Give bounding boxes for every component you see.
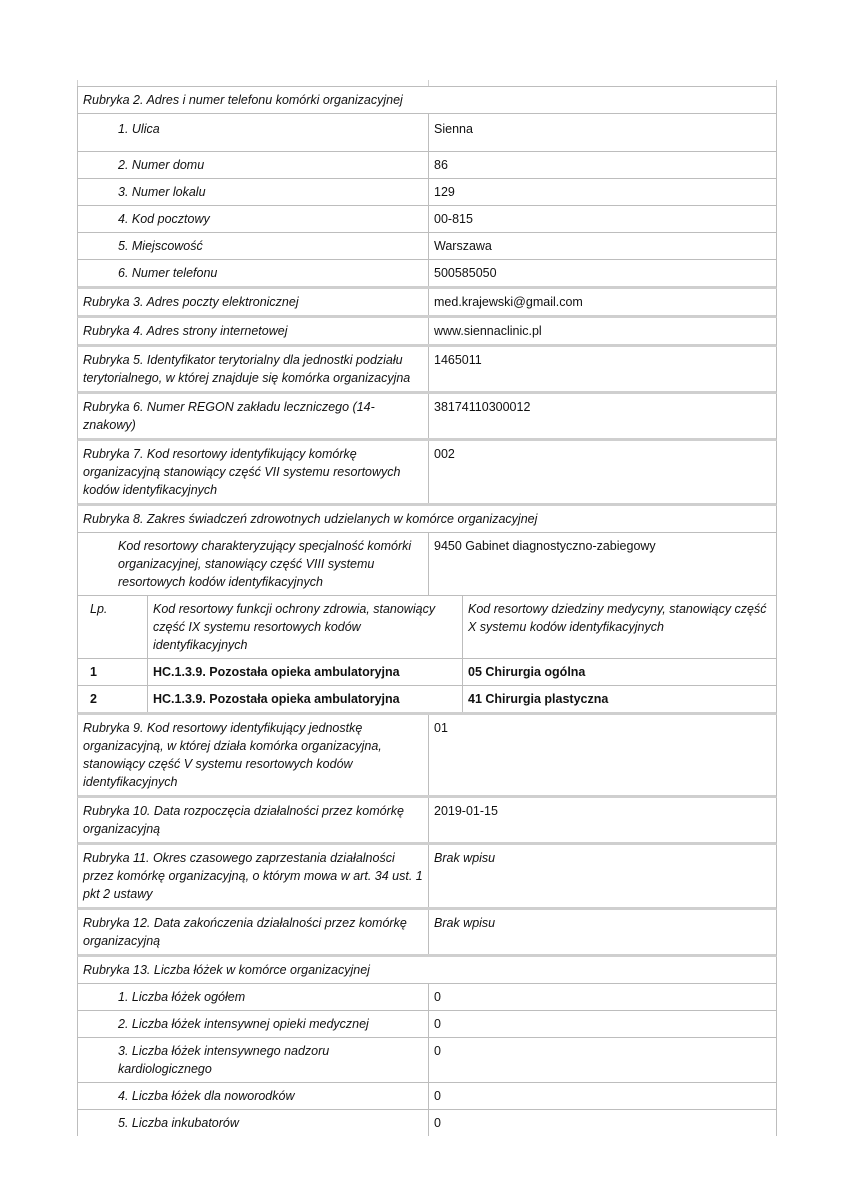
kod-pocztowy-value: 00-815: [434, 212, 473, 226]
miejscowosc-label: 5. Miejscowość: [78, 233, 429, 259]
lozka-ogolem-row: [77, 984, 777, 1011]
rubryka-13-header: [77, 957, 777, 984]
inkubatory-row: [77, 1110, 777, 1136]
lozka-inkard-value: 0: [434, 1044, 441, 1058]
rubryka-8-table-header: [77, 596, 777, 659]
numer-lokalu-label: 3. Numer lokalu: [78, 179, 429, 205]
rubryka-10-row: [77, 798, 777, 845]
funkcja-cell: HC.1.3.9. Pozostała opieka ambulatoryjna: [148, 659, 463, 685]
ulica-row: [77, 114, 777, 152]
table-row: [77, 659, 777, 686]
rubryka-13-title: Rubryka 13. Liczba łóżek w komórce organizacyjnej: [83, 963, 370, 977]
numer-telefonu-label: 6. Numer telefonu: [78, 260, 429, 286]
lozka-ogolem-label: 1. Liczba łóżek ogółem: [78, 984, 429, 1010]
rubryka-10-label: Rubryka 10. Data rozpoczęcia działalności przez komórkę organizacyjną: [78, 798, 429, 842]
rubryka-5-row: [77, 347, 777, 394]
lozka-iom-row: [77, 1011, 777, 1038]
lozka-inkard-row: [77, 1038, 777, 1083]
rubryka-9-label: Rubryka 9. Kod resortowy identyfikujący jednostkę organizacyjną, w której działa komórka organizacyjna, stanowiący część V systemu resortowych kodów identyfikacyjnych: [78, 715, 429, 795]
rubryka-9-row: [77, 715, 777, 798]
rubryka-2-title: Rubryka 2. Adres i numer telefonu komórki organizacyjnej: [83, 93, 403, 107]
rubryka-8-header: [77, 506, 777, 533]
kod-v-value: 01: [434, 721, 448, 735]
specjalnosc-label: Kod resortowy charakteryzujący specjalność komórki organizacyjnej, stanowiący część VIII systemu resortowych kodów identyfikacyjnych: [78, 533, 429, 595]
rubryka-2-header: [77, 86, 777, 114]
teryt-value: 1465011: [434, 353, 482, 367]
numer-domu-label: 2. Numer domu: [78, 152, 429, 178]
rubryka-4-label: Rubryka 4. Adres strony internetowej: [78, 318, 429, 344]
numer-lokalu-value: 129: [434, 185, 455, 199]
lozka-ogolem-value: 0: [434, 990, 441, 1004]
rubryka-8-title: Rubryka 8. Zakres świadczeń zdrowotnych udzielanych w komórce organizacyjnej: [83, 512, 538, 526]
funkcja-cell: HC.1.3.9. Pozostała opieka ambulatoryjna: [148, 686, 463, 712]
email-value: med.krajewski@gmail.com: [434, 295, 583, 309]
ulica-value: Sienna: [434, 122, 473, 136]
rubryka-6-row: [77, 394, 777, 441]
numer-domu-row: [77, 152, 777, 179]
kod-vii-value: 002: [434, 447, 455, 461]
lozka-noworodki-row: [77, 1083, 777, 1110]
numer-domu-value: 86: [434, 158, 448, 172]
rubryka-11-label: Rubryka 11. Okres czasowego zaprzestania działalności przez komórkę organizacyjną, o którym mowa w art. 34 ust. 1 pkt 2 ustawy: [78, 845, 429, 907]
funkcja-header: Kod resortowy funkcji ochrony zdrowia, stanowiący część IX systemu resortowych kodów identyfikacyjnych: [148, 596, 463, 658]
rubryka-5-label: Rubryka 5. Identyfikator terytorialny dla jednostki podziału terytorialnego, w której znajduje się komórka organizacyjna: [78, 347, 429, 391]
rubryka-12-label: Rubryka 12. Data zakończenia działalności przez komórkę organizacyjną: [78, 910, 429, 954]
miejscowosc-row: [77, 233, 777, 260]
table-row: [77, 686, 777, 715]
dziedzina-cell: 41 Chirurgia plastyczna: [468, 692, 609, 706]
regon-value: 38174110300012: [434, 400, 531, 414]
inkubatory-value: 0: [434, 1116, 441, 1130]
dziedzina-header: Kod resortowy dziedziny medycyny, stanowiący część X systemu kodów identyfikacyjnych: [468, 602, 767, 634]
miejscowosc-value: Warszawa: [434, 239, 492, 253]
ulica-label: 1. Ulica: [78, 114, 429, 151]
numer-lokalu-row: [77, 179, 777, 206]
inkubatory-label: 5. Liczba inkubatorów: [78, 1110, 429, 1136]
lozka-inkard-label: 3. Liczba łóżek intensywnego nadzoru kardiologicznego: [78, 1038, 429, 1082]
specjalnosc-value: 9450 Gabinet diagnostyczno-zabiegowy: [434, 539, 656, 553]
rubryka-7-row: [77, 441, 777, 506]
website-value: www.siennaclinic.pl: [434, 324, 542, 338]
lozka-iom-label: 2. Liczba łóżek intensywnej opieki medycznej: [78, 1011, 429, 1037]
rubryka-3-label: Rubryka 3. Adres poczty elektronicznej: [78, 289, 429, 315]
lozka-noworodki-value: 0: [434, 1089, 441, 1103]
rubryka-12-row: [77, 910, 777, 957]
rubryka-6-label: Rubryka 6. Numer REGON zakładu leczniczego (14-znakowy): [78, 394, 429, 438]
kod-pocztowy-label: 4. Kod pocztowy: [78, 206, 429, 232]
lp-cell: 1: [78, 659, 148, 685]
lp-header: Lp.: [78, 596, 148, 658]
numer-telefonu-row: [77, 260, 777, 289]
end-date-value: Brak wpisu: [434, 916, 496, 930]
lozka-noworodki-label: 4. Liczba łóżek dla noworodków: [78, 1083, 429, 1109]
registry-sheet: [77, 80, 777, 1136]
specjalnosc-row: [77, 533, 777, 596]
start-date-value: 2019-01-15: [434, 804, 498, 818]
lp-cell: 2: [78, 686, 148, 712]
kod-pocztowy-row: [77, 206, 777, 233]
suspension-value: Brak wpisu: [434, 851, 496, 865]
lozka-iom-value: 0: [434, 1017, 441, 1031]
previous-page-continuation: [77, 80, 777, 86]
rubryka-7-label: Rubryka 7. Kod resortowy identyfikujący komórkę organizacyjną stanowiący część VII systemu resortowych kodów identyfikacyjnych: [78, 441, 429, 503]
dziedzina-cell: 05 Chirurgia ogólna: [468, 665, 586, 679]
rubryka-3-row: [77, 289, 777, 318]
rubryka-11-row: [77, 845, 777, 910]
rubryka-4-row: [77, 318, 777, 347]
numer-telefonu-value: 500585050: [434, 266, 497, 280]
